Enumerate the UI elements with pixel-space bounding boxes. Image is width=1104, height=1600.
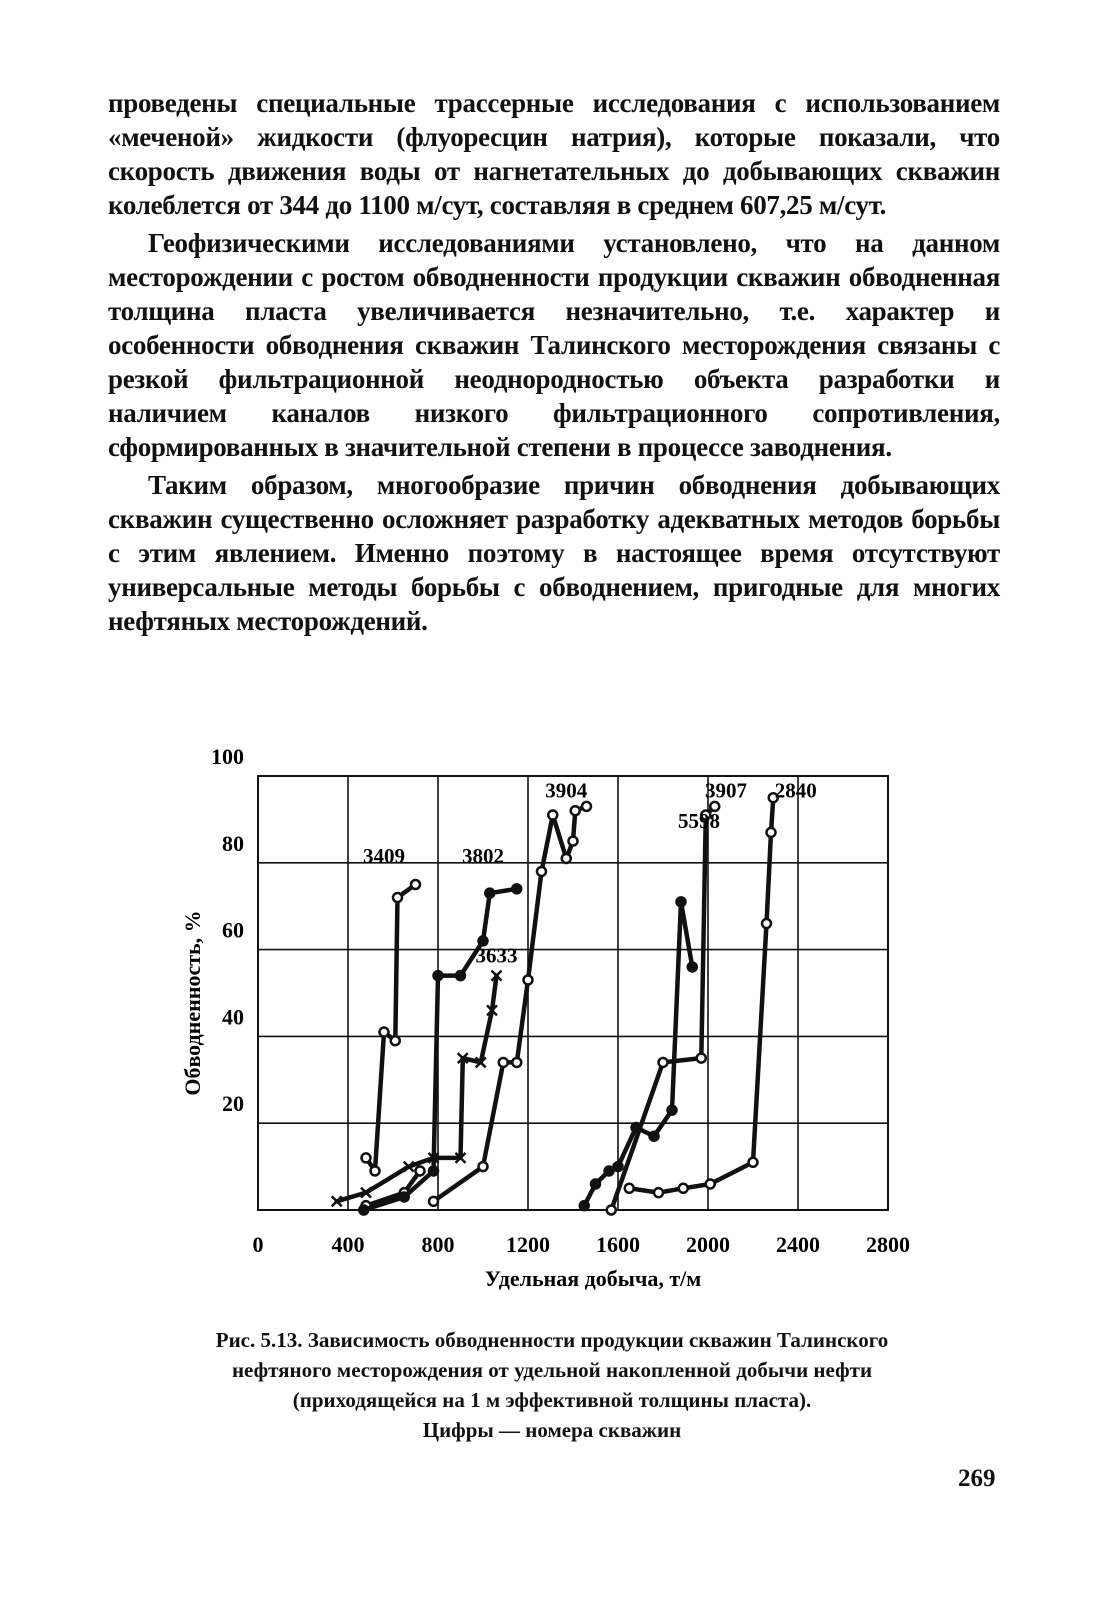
data-point-5598 — [688, 962, 697, 971]
caption-line: (приходящейся на 1 м эффективной толщины пласта). — [292, 1388, 812, 1412]
x-tick-label: 2400 — [776, 1232, 820, 1257]
data-point-3904 — [548, 811, 557, 820]
y-tick-label: 80 — [222, 830, 244, 856]
data-point-5598 — [677, 897, 686, 906]
well-label: 3907 — [705, 778, 747, 803]
data-point-3802 — [512, 884, 521, 893]
x-tick-label: 400 — [331, 1232, 365, 1257]
series-line-5598 — [584, 902, 692, 1206]
figure-caption — [140, 1325, 964, 1445]
data-point-3802 — [456, 971, 465, 980]
well-label: 3802 — [462, 843, 504, 868]
data-point-3904 — [479, 1162, 488, 1171]
x-axis-label: Удельная добыча, т/м — [484, 1266, 702, 1291]
data-point-5598 — [591, 1179, 600, 1188]
data-point-3904 — [562, 854, 571, 863]
data-point-3409 — [380, 1028, 389, 1037]
data-point-3802 — [485, 889, 494, 898]
data-point-3904 — [524, 975, 533, 984]
data-point-3802 — [400, 1192, 409, 1201]
data-point-3409 — [393, 893, 402, 902]
series-line-3904 — [434, 806, 587, 1201]
data-point-3904 — [512, 1058, 521, 1067]
data-point-5598 — [668, 1106, 677, 1115]
data-point-3409 — [411, 880, 420, 889]
data-point-3409 — [391, 1036, 400, 1045]
caption-line: нефтяного месторождения от удельной накопленной добычи нефти — [231, 1358, 873, 1382]
well-label: 3409 — [363, 843, 405, 868]
data-point-3907 — [659, 1058, 668, 1067]
data-point-3907 — [697, 1054, 706, 1063]
x-tick-label: 1200 — [506, 1232, 550, 1257]
y-axis-label: Обводненность, % — [180, 910, 205, 1096]
data-point-5598 — [580, 1201, 589, 1210]
data-point-2840 — [654, 1188, 663, 1197]
well-label: 3633 — [475, 943, 518, 968]
data-point-3904 — [569, 837, 578, 846]
caption-line: Рис. 5.13. Зависимость обводненности продукции скважин Талинского — [215, 1328, 889, 1352]
data-point-2840 — [762, 919, 771, 928]
data-point-3802 — [434, 971, 443, 980]
data-point-2840 — [767, 828, 776, 837]
origin-label: 0 — [252, 1232, 264, 1257]
page-number: 269 — [958, 1465, 996, 1492]
y-tick-label: 40 — [222, 1004, 244, 1030]
data-point-3904 — [582, 802, 591, 811]
x-tick-label: 2000 — [686, 1232, 730, 1257]
data-point-3409 — [371, 1166, 380, 1175]
data-point-3907 — [607, 1206, 616, 1215]
data-point-5598 — [605, 1166, 614, 1175]
data-point-2840 — [679, 1184, 688, 1193]
y-tick-label: 60 — [222, 917, 244, 943]
x-tick-label: 2800 — [866, 1232, 910, 1257]
data-point-3904 — [571, 806, 580, 815]
data-point-3904 — [429, 1197, 438, 1206]
data-point-2840 — [625, 1184, 634, 1193]
data-point-3904 — [499, 1058, 508, 1067]
data-point-2840 — [749, 1158, 758, 1167]
well-label: 5598 — [678, 809, 720, 834]
y-tick-label: 20 — [222, 1091, 244, 1117]
paragraph-3: Таким образом, многообразие причин обводнения добывающих скважин существенно осложняет разработку адекватных методов борьбы с этим явлением. Именно поэтому в настоящее время отсутствуют универсальные методы борьбы с обводнением, пригодные для многих нефтяных месторождений. — [108, 470, 1000, 636]
paragraph-1: проведены специальные трассерные исследования с использованием «меченой» жидкости (флуоресцин натрия), которые показали, что скорость движения воды от нагнетательных до добывающих скважин колеблется от 344 до 1100 м/сут, составляя в среднем 607,25 м/сут. — [108, 88, 1000, 220]
series-line-3409 — [366, 885, 416, 1171]
data-point-3409 — [362, 1153, 371, 1162]
data-point-3409 — [416, 1166, 425, 1175]
x-tick-label: 1600 — [596, 1232, 640, 1257]
well-label: 2840 — [774, 778, 817, 803]
series-line-3802 — [364, 889, 517, 1210]
well-label: 3904 — [545, 778, 588, 803]
data-point-2840 — [706, 1179, 715, 1188]
data-point-5598 — [614, 1162, 623, 1171]
y-tick-label: 100 — [211, 744, 244, 769]
data-point-5598 — [650, 1132, 659, 1141]
data-point-3802 — [429, 1166, 438, 1175]
data-point-3904 — [537, 867, 546, 876]
caption-line: Цифры — номера скважин — [422, 1418, 682, 1442]
paragraph-2: Геофизическими исследованиями установлено, что на данном месторождении с ростом обводненности продукции скважин обводненная толщина пласта увеличивается незначительно, т.е. характер и особенности обводнения скважин Талинского месторождения связаны с резкой фильтрационной неоднородностью объекта разработки и наличием каналов низкого фильтрационного сопротивления, сформированных в значительной степени в процессе заводнения. — [108, 228, 1000, 462]
x-tick-label: 800 — [421, 1232, 455, 1257]
data-point-3802 — [359, 1206, 368, 1215]
